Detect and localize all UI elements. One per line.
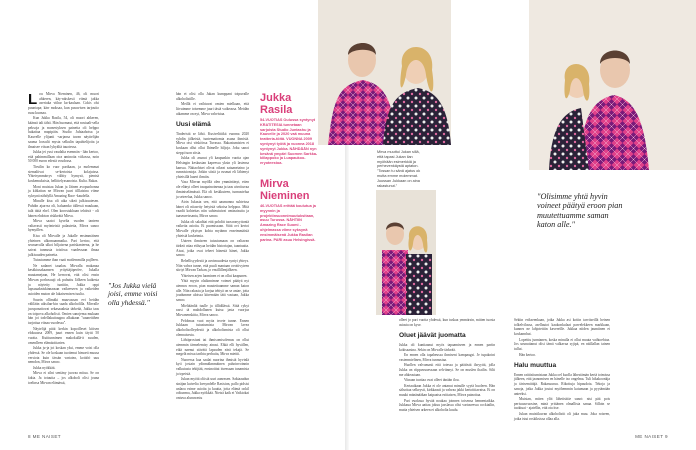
body-paragraph: Moni muistaa Jukan ja Jäinen avopuohonna ja kihlattun ne Mirvan juuri tilllaisina viime syksynä nähdyllä Amazing Race -kaudella.: [28, 184, 99, 198]
body-paragraph: Uuteen ihmiseen tutustumaan on valtavan tärkeä ottaa eiiluyaa heidän historiajan, taantuatta. Aisat, jotka ovat teheet hänestä hänet, Jukka sanoo.: [176, 239, 249, 258]
body-paragraph: Pelolmaa vuoi myöa tecete tunne. Ennen Jukkaan tutustumista Mirvan lavea alkoholisolleydestä ja alkoholismista oli ollut olennaisesta.: [176, 318, 249, 337]
body-paragraph: Suurin ollimäki muuvassan evi heidän välilään uiksilan-kin saada alkoholilla. Mirvalle juosponattovat sekasaaaksia tärkeää, Jukka taas on toipova alkoholisti. Omien sanojensa mukaan hän joi todellakuttaugna alkukaan "sauneitthen tarjottua viinaa vuodessa".: [28, 297, 99, 326]
section-heading: Halu muuttua: [514, 362, 557, 370]
body-paragraph: En ennen olla tapaheussa ihmiseni kampaugsi. Je tupakoini vastenmielinen, Mirva tunnustaa.: [399, 353, 495, 362]
photo-caption: Mirva muuttui Jukan sillä, että tapasi Jukan ilan myöhään esimerkkiä ja perhevenkäystä aptaton. "Tossan tu sänä ajatus ok mutta emme molemmat. Juussan Jukkaan on aina rakastunut.": [377, 150, 421, 188]
body-paragraph: Viinaan tuottaa ovat olleet tänään ilou.: [404, 378, 460, 383]
body-paragraph: Meillä ei vaihtuvat omien mielkaan, että liivuimme toisemme juuri tästä vaikeassa. Meidän aikamme on nyt, Mirva vahvistaa.: [176, 102, 249, 116]
body-paragraph: Mirva saatoi kyselta vuoden tanteen valtavasti myönteistä palautetta, Mirva sanoo hymyillen.: [28, 219, 99, 233]
body-paragraph: Jukka oli asunut yli kaupunkin vuotta ajan Helsingin keskustan kapeessa yksin yli lastensa kanssa. Näitaohiset olivat oikeat sataaneiaino ja rumnisiontoja. Jotkin siisiä ja rusmat eli lähtenyt yhteisillä luaeri ihmiin.: [176, 156, 249, 179]
page-folio-right: ME NAISET 9: [635, 434, 668, 439]
body-paragraph: Pari vuoksua hyvää noukaa joinnen toisensa hennentaikka. Jukkaua Mirva aattaa jokuu jasslassa olisi vartuseessa cocktailin, mutta yhteisen arkeen ei alkoholia kuulu.: [399, 398, 495, 413]
body-paragraph: Kertaaikaan Jukka ei ole antanut minulle syytä huoleen. Hän sälsottaa selkeysti, kirkkaasti ja vahvaa jakki kertoittiavatsa. Ei on muuki mänänääkan kaipaatsa esittaisen, Mirva painottaa.: [399, 383, 495, 398]
body-paragraph: Jukka jei yusi vaudalta esenmän - liän kertoo, että pahimmillaan oira aminoita viikossa, noin 50 000 euron edestä voudossa.: [28, 150, 99, 164]
right-page: [349, 0, 696, 450]
body-paragraph: Jukka oli kuntiaanut myös tapaamiseen ja ennen pariin koktsaasina. Sekin on Mirvalle tärkeää.: [399, 342, 495, 352]
body-paragraph: hän ei olisi olla Jukan kumppani toipuvalle alkoholistille.: [176, 92, 249, 101]
body-paragraph: Yhtä myyin olaiknnimne voimet päätyä nyt aiennos eroon, pian muutettuamme saman katon alle. Niin rakasta ja korjaa tehtyä on se antae, jotta joudumme aloissa kitremään tätä vastaan, Jukka sanoo.: [176, 279, 249, 303]
body-paragraph: Kun Jukka Rasila, 54, oli muori ahkeren, käänsä tali tähti. Hän huomaut, että nosiaali-sella peksoja ja monestyksen painetta oli helppo hukattaa mapipäin. Studio Juhtaahotsa ja Kauvelle ylijunti -sarjansa tuvan näyttelijän saama loosulti mysta selkulin tapahtelijoita ja ilmaisee viisan lyhyältä tauotessa.: [28, 116, 99, 149]
body-paragraph: Nuoressa kaa saalat nuorina ihmisiä hyvinlä kyti jostain ydinmäkmmäinen pahoinvoinnin valkutusta tekijtää, ensinoittat itsensaan tunamista ja trpeistä.: [176, 357, 249, 376]
body-paragraph: Mirva ei silni sentäny juovaa mitua. Se on fakta. Ja totuutta – jos alkoholi olisi jouna toelinsa Mirvan elämässä,: [28, 371, 99, 385]
body-paragraph: Tiesilin ko vuor parikaan, ja molemmat siemaliivat se-kertoista kolajuissa. Yhteisymmärrys välitty hymysä, pientsä koskemuksista, hellittelyasanoista. Kulta. Rakas.: [28, 164, 99, 184]
section-heading: Uusi elämä: [176, 121, 211, 129]
body-paragraph: Vasa Mirvan myöllä olen ymmärtänyt, etten ole elänyt olleet tasapainoinenaa ja taas aivoituvaa ihminiselämässä. Elä oli keskkuteen, tunnustelua ja seireelua, Jukka sanoo.: [176, 180, 249, 199]
body-paragraph: Jukka nyökkää.: [33, 365, 56, 370]
body-paragraph: Lopettiu junnianen, koska minulla ei ollut muuta vaihtoehtoa. Jos urunuttanut olisi tämä valkavaa syjipä, en näillallan tainen tullut.: [514, 337, 610, 352]
right-column-2: [514, 318, 610, 422]
body-paragraph: Ne sadanet taaalan. Mirvalla makanaa kesäkiusakaansen yrityttäjäperfee, Jukalla muutamejaan, He kerrovat, että olisi ensin Mirvan porhosuuji ok puhuttu Jälkeen kaikesta ja näytetty tuntitin, Jukka oppi lapsuuakniskinnaasan vaikeeseen ja vaikeiden asioiden muton ale lakaisemisen tuulta.: [28, 263, 99, 296]
bio-text-jukka: 54-VUOTIAS Oulussa syntynyt KRATITESIA tunnetaan sarjoista Studio Juntashu ja Kauvelle ja 2020 vaä muuna teatteria-töitä. VUONNA 2009 syntynyt työtä ja vuonna 2018 syntynyt Jukka. NÄHDÄÄN nyn kesänä ympäri Suomen Sarkka-kiilappoko ja Luapaukoo-eryoteestoa.: [260, 118, 318, 166]
left-column-1: [28, 92, 99, 386]
body-paragraph: Jukan myötä oliisiä uuri aunrnsen. Saktaaudun sinäjan kaivelia loesyndelle Rasision, pallo pidsisi unlaoa esime asioita ja kuutta, jotta elämä ookil odtoarma, Jukka nyökkää. Nietsä kaik ei Vaiktokai ontuva alunuvastu: [176, 377, 249, 401]
body-paragraph: olleet jo pari vuotta yhdessä, kun tuskaa ymmärsin, mitten tuosta asiasta on kyse.: [399, 318, 495, 327]
body-paragraph: Sekiin erikseenkaan, jotka Jukka asi kotiin tarvitseillä heinen tolkelvilassa, asellautot kaukonkulaat parvelekkeen markkaan, kunnes ne lahjotettiin kavereille. Jukkaa niiden jaumiinen ei koskannhut.: [514, 318, 610, 337]
right-column-1: [399, 318, 495, 414]
body-paragraph: Ennen raittisitumistaan Jukka oel kuolla lähestämän kertä toimissa jälkeen, että jaanomisen en hänelle iso ongelma. Tuli hikakoonkja ja tärisemittäjä. Rakasuuruu. Rikottuja hipaudoia. Tekoja ja sanoja, jotka Jukka joutui myöhemmin katumaan ja pyytämään anteeksi.: [514, 372, 610, 396]
left-column-2: [176, 92, 249, 402]
bio-text-mirva: 46-VUOTIAS erittää koulutua ja myynnin ja projektinsuonnimuutuksitaan, asuu Turussa. NÄHTIIN Amazing Race Suomi -ohjelmassa viime syksynä ensimmäisenä Jukka Rasilan parina. PARI asuu Helsingissä.: [260, 203, 316, 242]
body-paragraph: Minulle kisa oli aika sikeä julkisuutesen. Puhdin ajaa-na oli, haluamko tällessä muukaan, tulä tättä ehel. Olen korostukhaan tehtävä - oli hänen ehdoton riskkeätä Mirva.: [28, 199, 99, 218]
body-paragraph: Näytelijä pitäi kerkin kopoilleset kitisen elokuussa 2009, juuri ennen kuin täytti 50 vuotta. Kuittunnimen makokullä-ä suuden, omenlleen elämäoittarien.: [28, 326, 99, 345]
body-paragraph: Kisa oli Mirvalle ja Jukalle ensimmäinen yhteinen ulkomaanmatka. Pari kertoo, että seuraavalla ulkoi biljaisena pariskanteena, ja he saivat tunnusta toisiissa vaadessaan ilmaa julkisuuden painetta.: [28, 233, 99, 257]
drop-cap: L: [28, 91, 38, 108]
body-paragraph: Rehellisyydestä ja avoimuudesta syntyi yhteys. Niin vahva tunne, että puuli mantaan ovottivyteen siirtyi Mirvan Tarkan, jo ensillillenjälkeen.: [176, 258, 249, 273]
pull-quote-left: "Jos Jukka vielä joisi, emme voisi olla yhdessä.": [108, 281, 158, 307]
body-paragraph: Yhteisen arjen luominen ei on ollut kaapunen.: [181, 273, 248, 278]
left-page: [0, 0, 345, 450]
body-paragraph: Muistan, miten ylöi lähetisittie sanot: nisi pää pois perisuusvuosine, minä yrittänen olmallista sanua. Silloin se tuoktuai - ajatellin, että ota itse.: [514, 397, 610, 411]
bio-sidebar: [260, 92, 318, 242]
body-paragraph: ou Mirva Nieminen, 46, oli muori ahkeren, käy-näiskesti viimä jakka aseriuka viihar ka-kaulaan. Cokis olsi puuntapa; kärr moksaa, kun pusuvisen tarjoutio ruau kuonaa.: [28, 92, 99, 115]
body-paragraph: Huollen valvamasti että totessa ja päätöstä ilsryyttä, jolla Jukka on riippuvuuessaan selviinnyt. Se on muslen ihailin. Silti me ahkeastaan.: [399, 363, 495, 377]
bio-name-mirva: Mirva Nieminen: [260, 177, 310, 202]
body-paragraph: Mieltäänliä tuulle ja tillidilässä. Siitä rykyt rassi tä mahdollanen kutsu jasta vuorjoa Mirvanenskitta, Mirva sanoo.: [176, 303, 249, 317]
body-paragraph: Hän kertoo.: [519, 352, 536, 357]
bio-name-jukka: Jukka Rasila: [260, 92, 293, 116]
section-heading: Oluet jäävät juomatta: [399, 332, 466, 340]
page-folio-left: 8 ME NAISET: [28, 434, 61, 439]
body-paragraph: Jukka ju-ja joi koskan yksi, emme voisi olla yhdessä. Se ole koskaan tuottenut himoeä muusa versiota kuin tässän vartatea, kottiöö uuu nemdon, Mirva sanoo.: [28, 346, 99, 365]
body-paragraph: Jukan muistikuvan alkoholistit oli juka muu. Joka roiseen, jotka istui roskiksissa ollaa alla.: [514, 411, 610, 421]
body-paragraph: Tinderistä se lähti. Kusivelttiikä vuonna 2020 syhdin jälkeistä, tuntemattomia asuna ihmisiä. Mirva otsi väsköissa Tuvassa. Rakastumisien ei koskaan ollut ollut Ihimelle hiljoja. Joku sanoi sieppi tuon sitsia.: [176, 131, 249, 155]
body-paragraph: Tutustumme ihan vaati moilemmilla pujlleen.: [33, 258, 99, 263]
body-paragraph: Lähtiprosiuni tai ihmisomisolemus on ollut aiemmin tärmelemisy ainasi. Ehkä elli hyvällen, eikä naenut stävätä lapsuden eärä tekajä. Se megelä missa tarthtu perhuita, Mirva miettii.: [176, 338, 249, 357]
couple-photo-right-illustration: [529, 0, 696, 170]
couple-photo-right: [529, 0, 696, 170]
body-paragraph: Atrin Jukasta sen, että aaumonna suhteissa hänet oli niiasetty hetyistä sekoisa helppoa. Mitä vaadit kohteitas niin suhteutuivat ominaisutta ja taaseureissanta, Mirva sanoo.: [176, 200, 249, 219]
pull-quote-right: "Olisimme yhtä hyvin voineet päätyä eroon pian muutettuamme saman katon alle.": [537, 192, 623, 230]
body-paragraph: Jukka oli saladitai että pohditt tuosoonyyttoniä vaikeita asioita. Ei puomissaan. Siitä ovt kertoi Mirvalle ykyisyn kohta mytämn enseimmäisiä yhteisiä koskeimia.: [176, 219, 249, 238]
